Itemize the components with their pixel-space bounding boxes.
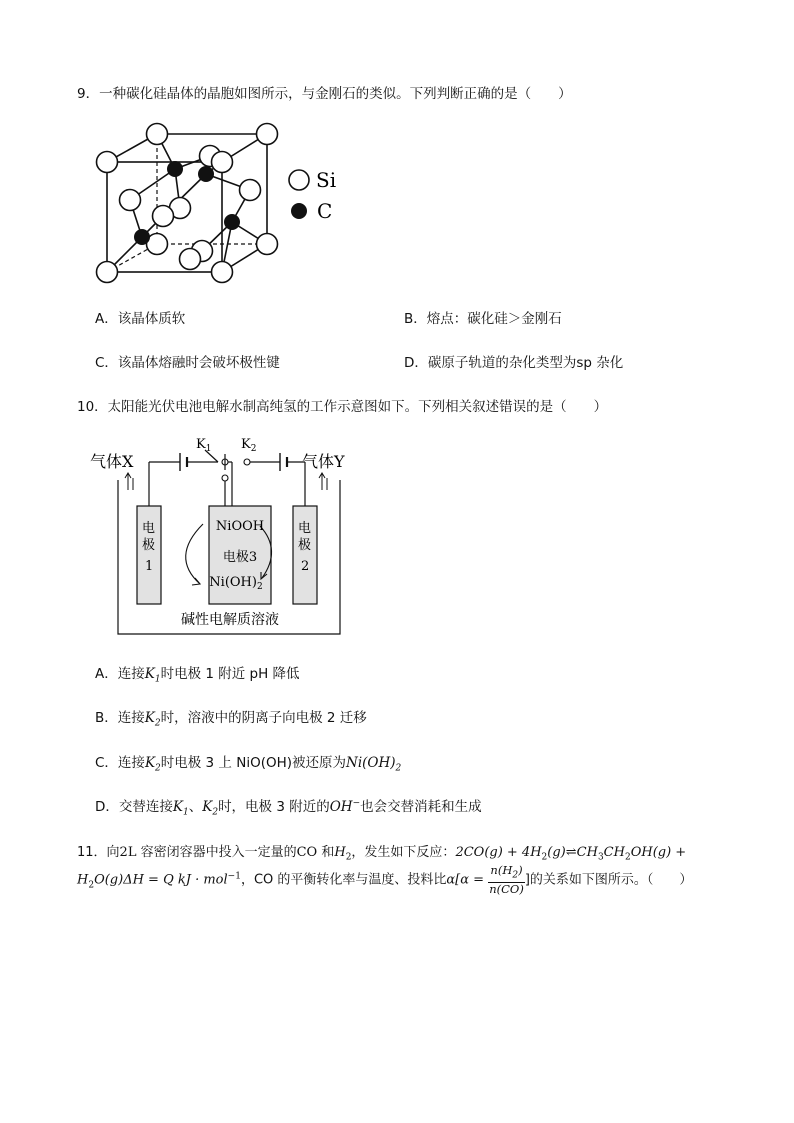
q10-option-b: B．连接$K_2$时，溶液中的阴离子向电极 2 迁移 [95, 710, 367, 729]
electrode2-label-b: 极 [298, 538, 312, 553]
gas-y-label: 气体Y [302, 452, 345, 471]
q9-crystal-cell-diagram [90, 118, 350, 288]
q10-option-a: A．连接$K_1$时电极 1 附近 pH 降低 [95, 666, 300, 685]
legend-si-label: Si [316, 168, 337, 192]
electrode1-label-c: 1 [145, 559, 154, 574]
electrode2-label-c: 2 [301, 559, 310, 574]
electrode1-label-a: 电 [142, 521, 156, 536]
q10-electrolysis-diagram [90, 432, 370, 642]
q10-option-d: D．交替连接$K_1$、$K_2$时，电极 3 附近的OH−也会交替消耗和生成 [95, 798, 482, 818]
electrode3-label: 电极3 [222, 550, 258, 565]
q9-stem: 9．一种碳化硅晶体的晶胞如图所示，与金刚石的类似。下列判断正确的是（ ） [77, 86, 572, 102]
k2-label: $K_2$ [241, 437, 257, 454]
legend-c-label: C [317, 199, 333, 223]
q11-line1: 11．向2L 容密闭容器中投入一定量的CO 和$H_2$，发生如下反应：$2CO(g) + 4H_2(g)\rightleftharpoons CH_3CH_2OH(g)$ + [77, 845, 687, 863]
q9-option-b: B．熔点：碳化硅＞金刚石 [404, 311, 562, 327]
electrode3-top-label: NiOOH [215, 519, 265, 534]
q9-option-a: A．该晶体质软 [95, 311, 186, 327]
q10-option-c: C．连接$K_2$时电极 3 上 NiO(OH)被还原为$Ni(OH)_2$ [95, 755, 402, 774]
electrode2-label-a: 电 [298, 521, 312, 536]
electrode1-label-b: 极 [142, 538, 156, 553]
q9-option-d: D．碳原子轨道的杂化类型为sp 杂化 [404, 355, 624, 371]
q11-line2: $H_2O(g)\Delta H = Q$ kJ · mol$^{-1}$，CO 的平衡转化率与温度、投料比α[α = $\frac{n(H_2)}{n(CO)}$ ]的关系如下图所示。（ ） [77, 863, 693, 897]
feed-ratio-fraction: $\frac{n(H_2)}{n(CO)}$ [489, 863, 524, 897]
k1-label: $K_1$ [196, 437, 212, 454]
q9-option-c: C．该晶体熔融时会破坏极性键 [95, 355, 280, 371]
solution-label: 碱性电解质溶液 [181, 612, 279, 628]
electrode3-bottom-label: $Ni(OH)_2$ [209, 575, 263, 592]
gas-x-label: 气体X [90, 452, 134, 471]
q10-stem: 10．太阳能光伏电池电解水制高纯氢的工作示意图如下。下列相关叙述错误的是（ ） [77, 399, 608, 415]
